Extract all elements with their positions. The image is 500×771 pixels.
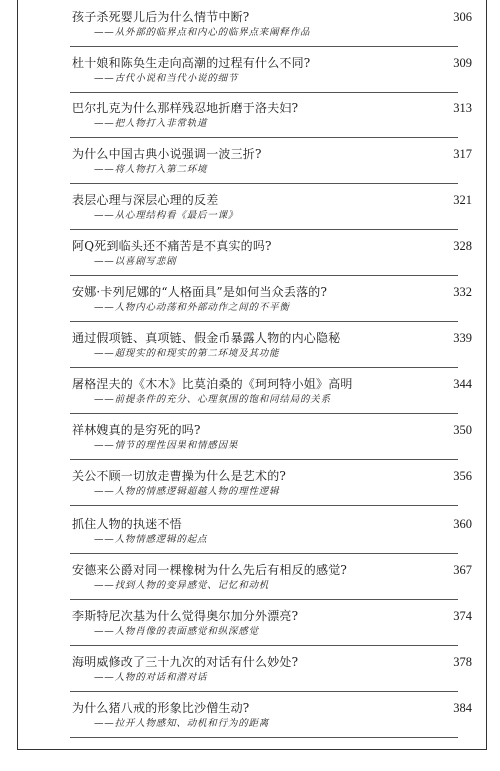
toc-entry-title[interactable]: 表层心理与深层心理的反差 [72, 193, 219, 207]
toc-entry-subtitle: ——以喜剧写悲剧 [94, 256, 177, 267]
toc-entry-page-number: 360 [453, 517, 472, 531]
toc-entry-subtitle: ——从心理结构看《最后一课》 [94, 210, 239, 221]
toc-entry-subtitle: ——找到人物的变异感觉、记忆和动机 [94, 580, 270, 591]
toc-entry-title[interactable]: 为什么猪八戒的形象比沙僧生动? [72, 701, 250, 715]
toc-divider [70, 599, 458, 600]
toc-entry-page-number: 313 [453, 101, 472, 115]
toc-entry-row [72, 421, 472, 439]
toc-divider [70, 505, 458, 506]
toc-divider [70, 553, 458, 554]
toc-entry[interactable] [72, 375, 472, 421]
toc-entry[interactable] [72, 99, 472, 145]
toc-entry-page-number: 306 [453, 10, 472, 24]
toc-entry-title[interactable]: 孩子杀死婴儿后为什么情节中断? [72, 10, 250, 24]
toc-entry-row [72, 8, 472, 26]
toc-entry[interactable] [72, 237, 472, 283]
toc-entry-subtitle: ——前提条件的充分、心理氛围的饱和同结局的关系 [94, 394, 331, 405]
toc-entry-row [72, 237, 472, 255]
toc-entry-title[interactable]: 祥林嫂真的是穷死的吗? [72, 423, 201, 437]
toc-divider [70, 46, 458, 47]
toc-entry-row [72, 329, 472, 347]
toc-entry-title[interactable]: 李斯特尼次基为什么觉得奥尔加分外漂亮? [72, 609, 299, 623]
toc-entry-title[interactable]: 关公不顾一切放走曹操为什么是艺术的? [72, 469, 287, 483]
toc-entry-subtitle: ——人物的情感逻辑超越人物的理性逻辑 [94, 486, 280, 497]
toc-divider [70, 92, 458, 93]
toc-entry-page-number: 339 [453, 331, 472, 345]
toc-entry-title[interactable]: 安娜·卡列尼娜的“人格面具”是如何当众丢落的? [72, 285, 328, 299]
table-of-contents [72, 8, 472, 745]
toc-divider [70, 459, 458, 460]
toc-entry-page-number: 332 [453, 285, 472, 299]
toc-entry-subtitle: ——超现实的和现实的第二环境及其功能 [94, 348, 280, 359]
toc-entry-row [72, 607, 472, 625]
toc-entry-row [72, 653, 472, 671]
toc-entry-subtitle: ——人物肖像的表面感觉和纵深感觉 [94, 626, 259, 637]
toc-entry-page-number: 328 [453, 239, 472, 253]
toc-entry-subtitle: ——从外部的临界点和内心的临界点来阐释作品 [94, 27, 311, 38]
toc-entry[interactable] [72, 561, 472, 607]
toc-entry-subtitle: ——拉开人物感知、动机和行为的距离 [94, 718, 270, 729]
toc-entry[interactable] [72, 515, 472, 561]
toc-entry-row [72, 191, 472, 209]
toc-entry-page-number: 384 [453, 701, 472, 715]
toc-entry-row [72, 54, 472, 72]
toc-entry-title[interactable]: 阿Q死到临头还不痛苦是不真实的吗? [72, 239, 272, 253]
toc-divider [70, 413, 458, 414]
toc-entry[interactable] [72, 421, 472, 467]
toc-entry-title[interactable]: 杜十娘和陈奂生走向高潮的过程有什么不同? [72, 56, 311, 70]
toc-entry-row [72, 283, 472, 301]
toc-entry-title[interactable]: 为什么中国古典小说强调一波三折? [72, 147, 262, 161]
toc-entry-row [72, 99, 472, 117]
toc-divider [70, 183, 458, 184]
toc-entry-subtitle: ——把人物打入非常轨道 [94, 118, 208, 129]
toc-entry[interactable] [72, 699, 472, 745]
toc-entry-page-number: 321 [453, 193, 472, 207]
toc-entry-page-number: 356 [453, 469, 472, 483]
toc-entry[interactable] [72, 8, 472, 54]
toc-entry-title[interactable]: 安德来公爵对同一棵橡树为什么先后有相反的感觉? [72, 563, 348, 577]
toc-entry-subtitle: ——将人物打入第二环境 [94, 164, 208, 175]
toc-divider [70, 229, 458, 230]
toc-entry-title[interactable]: 通过假项链、真项链、假金币暴露人物的内心隐秘 [72, 331, 341, 345]
toc-entry-title[interactable]: 巴尔扎克为什么那样残忍地折磨于洛夫妇? [72, 101, 299, 115]
toc-divider [70, 691, 458, 692]
toc-entry[interactable] [72, 467, 472, 515]
toc-entry-subtitle: ——人物情感逻辑的起点 [94, 534, 208, 545]
toc-divider [70, 367, 458, 368]
toc-entry-page-number: 344 [453, 377, 472, 391]
toc-divider [70, 275, 458, 276]
toc-entry-page-number: 374 [453, 609, 472, 623]
toc-entry[interactable] [72, 329, 472, 375]
toc-entry[interactable] [72, 283, 472, 329]
toc-entry[interactable] [72, 54, 472, 99]
toc-entry-row [72, 375, 472, 393]
toc-entry[interactable] [72, 145, 472, 191]
toc-entry-page-number: 378 [453, 655, 472, 669]
toc-entry-title[interactable]: 海明威修改了三十九次的对话有什么妙处? [72, 655, 299, 669]
toc-entry-subtitle: ——人物内心动荡和外部动作之间的不平衡 [94, 302, 290, 313]
toc-entry-page-number: 317 [453, 147, 472, 161]
toc-entry-row [72, 515, 472, 533]
toc-divider [70, 321, 458, 322]
toc-entry-row [72, 561, 472, 579]
toc-entry[interactable] [72, 607, 472, 653]
toc-divider [70, 137, 458, 138]
toc-entry-page-number: 367 [453, 563, 472, 577]
toc-entry-page-number: 350 [453, 423, 472, 437]
toc-entry[interactable] [72, 191, 472, 237]
toc-entry-page-number: 309 [453, 56, 472, 70]
toc-entry-subtitle: ——人物的对话和潜对话 [94, 672, 208, 683]
toc-entry-subtitle: ——情节的理性因果和情感因果 [94, 440, 239, 451]
toc-entry-row [72, 145, 472, 163]
toc-entry-subtitle: ——古代小说和当代小说的细节 [94, 73, 239, 84]
toc-entry-title[interactable]: 抓住人物的执迷不悟 [72, 517, 182, 531]
toc-divider [70, 645, 458, 646]
toc-entry-title[interactable]: 屠格涅夫的《木木》比莫泊桑的《珂珂特小姐》高明 [72, 377, 353, 391]
toc-entry-row [72, 467, 472, 485]
toc-entry-row [72, 699, 472, 717]
toc-entry[interactable] [72, 653, 472, 699]
toc-divider [70, 737, 458, 738]
